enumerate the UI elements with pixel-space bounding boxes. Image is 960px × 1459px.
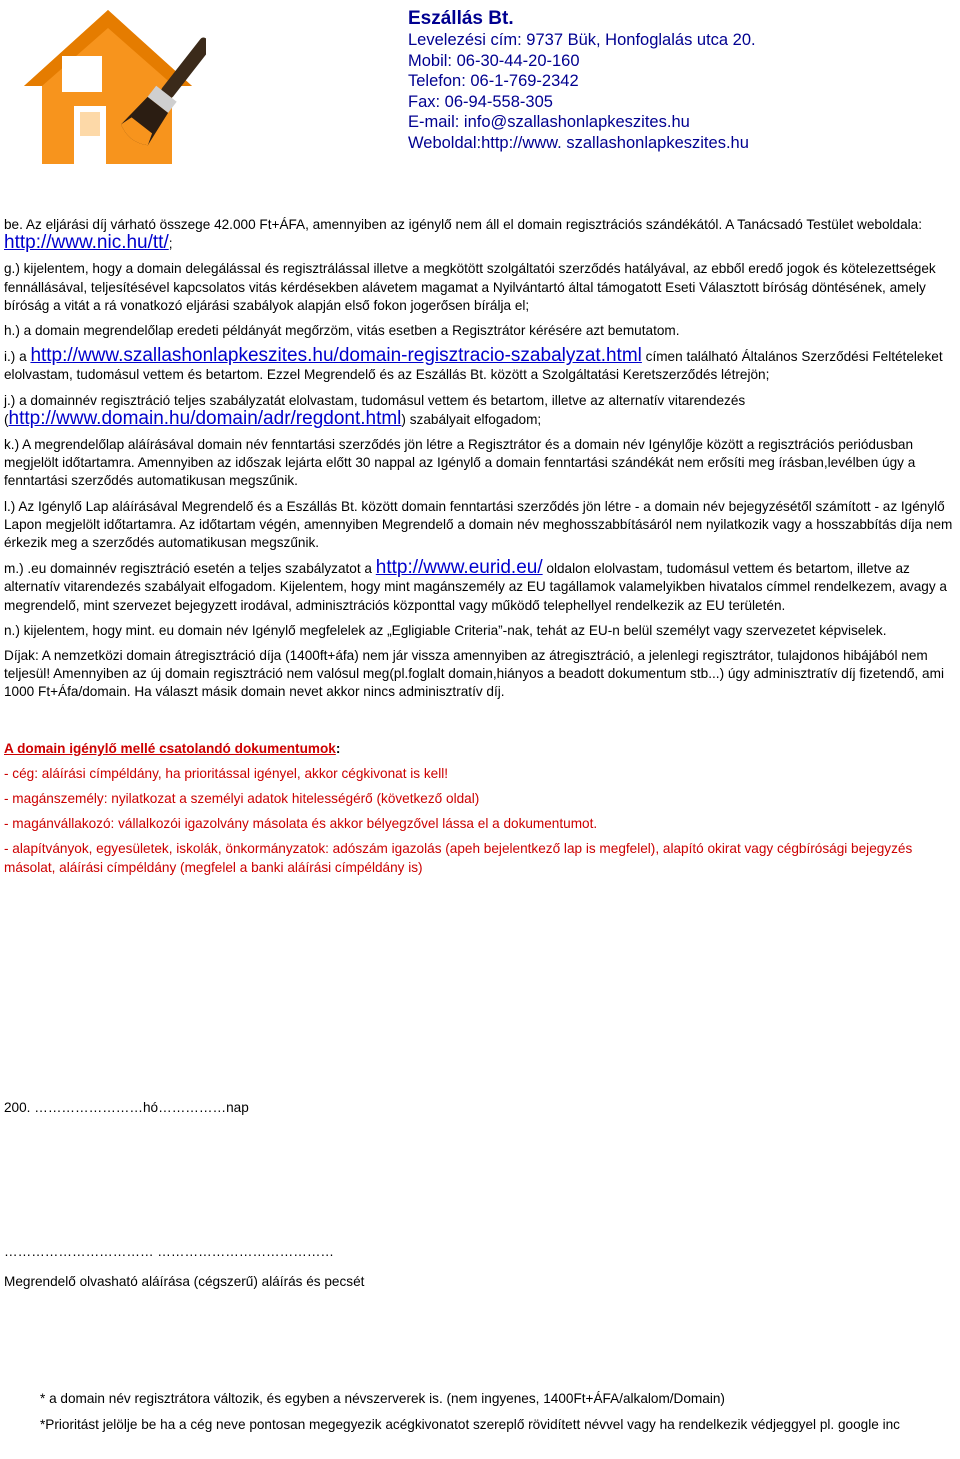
website-address: Weboldal:http://www. szallashonlapkeszites.hu bbox=[408, 133, 749, 152]
paragraph-k: k.) A megrendelőlap aláírásával domain név fenntartási szerződés jön létre a Regisztrátor és a domain név Igénylője között a regisztrációs periódusban megjelölt időtartamra. Amennyiben az időszak lejárta előtt 30 nappal az Igénylő a domain fenntartási szándékát nem erősíti meg írásban,levélben úgy a fenntartási szerződés automatikusan megszűnik. bbox=[4, 437, 916, 489]
paragraph-be: be. Az eljárási díj várható összege 42.000 Ft+ÁFA, amennyiben az igénylő nem áll el domain regisztrációs szándékától. A Tanácsadó Testület weboldala: http://www.nic.hu/tt/; bbox=[4, 217, 922, 254]
company-header bbox=[408, 8, 756, 153]
doc-item-company: - cég: aláírási címpéldány, ha prioritással igényel, akkor cégkivonat is kell! bbox=[4, 765, 449, 781]
paragraph-i: i.) a http://www.szallashonlapkeszites.hu/domain-regisztracio-szabalyzat.html címen található Általános Szerződési Feltételeket elolvastam, tudomásul vettem és betartom. Ezzel Megrendelő és az Eszállás Bt. között a Szolgáltatási Keretszerződés létrejön; bbox=[4, 345, 943, 383]
paragraph-m: m.) .eu domainnév regisztráció esetén a teljes szabályzatot a http://www.eurid.eu/ oldalon elolvastam, tudomásul vettem és betartom, illetve az alternatív vitarendezés szabályait elfogadom. Kijelentem, hogy mint magánszemély az EU tagállamok valamelyikben hivatalos címmel rendelkezem, avagy a megrendelő, mint szervezet bejegyzett irodával, adminisztrációs központtal vagy működő telephellyel rendelkezik az EU területén. bbox=[4, 557, 947, 613]
doc-item-organizations: - alapítványok, egyesületek, iskolák, önkormányzatok: adószám igazolás (apeh bejelentkező lap is megfelel), alapító okirat vagy cégbírósági bejegyzés másolat, aláírási címpéldány (megfelel a banki aláírási címpéldány is) bbox=[4, 841, 913, 875]
paragraph-h: h.) a domain megrendelőlap eredeti példányát megőrzöm, vitás esetben a Regisztrátor kérésére azt bemutatom. bbox=[4, 323, 680, 339]
paragraph-l: l.) Az Igénylő Lap aláírásával Megrendelő és a Eszállás Bt. között domain fenntartási szerződés jön létre - a domain név bejegyzésétől számított - az Igénylő Lapon megjelölt időtartamra. Az időtartam végén, amennyiben Megrendelő a domain név meghosszabbításáról nem nyilatkozik vagy a hosszabbítás díja nem érkezik meg a szerződés automatikusan megszűnik. bbox=[4, 498, 953, 551]
doc-item-individual: - magánszemély: nyilatkozat a személyi adatok hitelességérő (következő oldal) bbox=[4, 791, 480, 807]
doc-item-entrepreneur: - magánvállakozó: vállalkozói igazolvány másolata és akkor bélyegzővel lássa el a dokumentumot. bbox=[4, 816, 598, 832]
email-address: E-mail: info@szallashonlapkeszites.hu bbox=[408, 113, 690, 131]
paragraph-n: n.) kijelentem, hogy mint. eu domain név Igénylő megfelelek az „Egligiable Criteria”-nak, tehát az EU-n belül személyt vagy szervezetet képviselek. bbox=[4, 622, 887, 638]
paragraph-j: j.) a domainnév regisztráció teljes szabályzatát elolvastam, tudomásul vettem és betartom, illetve az alternatív vitarendezés (http://www.domain.hu/domain/adr/regdont.html) szabályait elfogadom; bbox=[4, 392, 746, 429]
eurid-link[interactable]: http://www.eurid.eu/ bbox=[375, 557, 543, 579]
paragraph-g: g.) kijelentem, hogy a domain delegálással és regisztrálással illetve a megkötött szolgáltatói szerződés hatályával, az ebből eredő jogok és kötelezettségek fennállásával, teljesítésével kapcsolatos vitás kérdésekben alávetem magamat a Nyilvántartó által támogatott Eseti Választott bíróság döntésének, amely bíróság a vitát a rá vonatkozó eljárási szabályok alapján első fokon jogerősen bírálja el; bbox=[4, 261, 936, 313]
footnote-priority: *Prioritást jelölje be ha a cég neve pontosan megegyezik acégkivonatot szereplő rövidített névvel vagy ha rendelkezik védjeggyel pl. google inc bbox=[40, 1417, 900, 1432]
domain-hu-link[interactable]: http://www.domain.hu/domain/adr/regdont.html bbox=[8, 407, 402, 429]
mobile-number: Mobil: 06-30-44-20-160 bbox=[408, 51, 580, 70]
nic-link[interactable]: http://www.nic.hu/tt/ bbox=[4, 232, 169, 254]
footnotes bbox=[40, 1390, 940, 1434]
paragraph-fees: Díjak: A nemzetközi domain átregisztráció díja (1400ft+áfa) nem jár vissza amennyiben az átregisztráció, a jelenlegi regisztrátor, tulajdonos hibájából nem teljesül! Amennyiben az új domain regisztráció nem valósul meg(pl.foglalt domain,hiányos a beadott dokumentum stb...) úgy adminisztratív díj fizetendő, ami 1000 Ft+Áfa/domain. Ha választ másik domain nevet akkor nincs adminisztratív díj. bbox=[4, 648, 944, 700]
signature-label: Megrendelő olvasható aláírása (cégszerű) aláírás és pecsét bbox=[4, 1274, 365, 1289]
phone-number: Telefon: 06-1-769-2342 bbox=[408, 72, 579, 90]
company-name: Eszállás Bt. bbox=[408, 8, 514, 29]
required-docs-heading: A domain igénylő mellé csatolandó dokumentumok: bbox=[4, 740, 341, 756]
fax-number: Fax: 06-94-558-305 bbox=[408, 92, 553, 111]
postal-address: Levelezési cím: 9737 Bük, Honfoglalás utca 20. bbox=[408, 31, 756, 49]
house-paintbrush-logo bbox=[16, 6, 206, 166]
date-line: 200. ……………………hó……………nap bbox=[4, 1100, 249, 1115]
regulation-link[interactable]: http://www.szallashonlapkeszites.hu/domain-regisztracio-szabalyzat.html bbox=[30, 345, 642, 367]
document-body bbox=[4, 216, 957, 877]
footnote-registrar: * a domain név regisztrátora változik, és egyben a névszerverek is. (nem ingyenes, 1400Ft+ÁFA/alkalom/Domain) bbox=[40, 1391, 725, 1406]
signature-line: …………………………… ………………………………… bbox=[4, 1244, 335, 1259]
